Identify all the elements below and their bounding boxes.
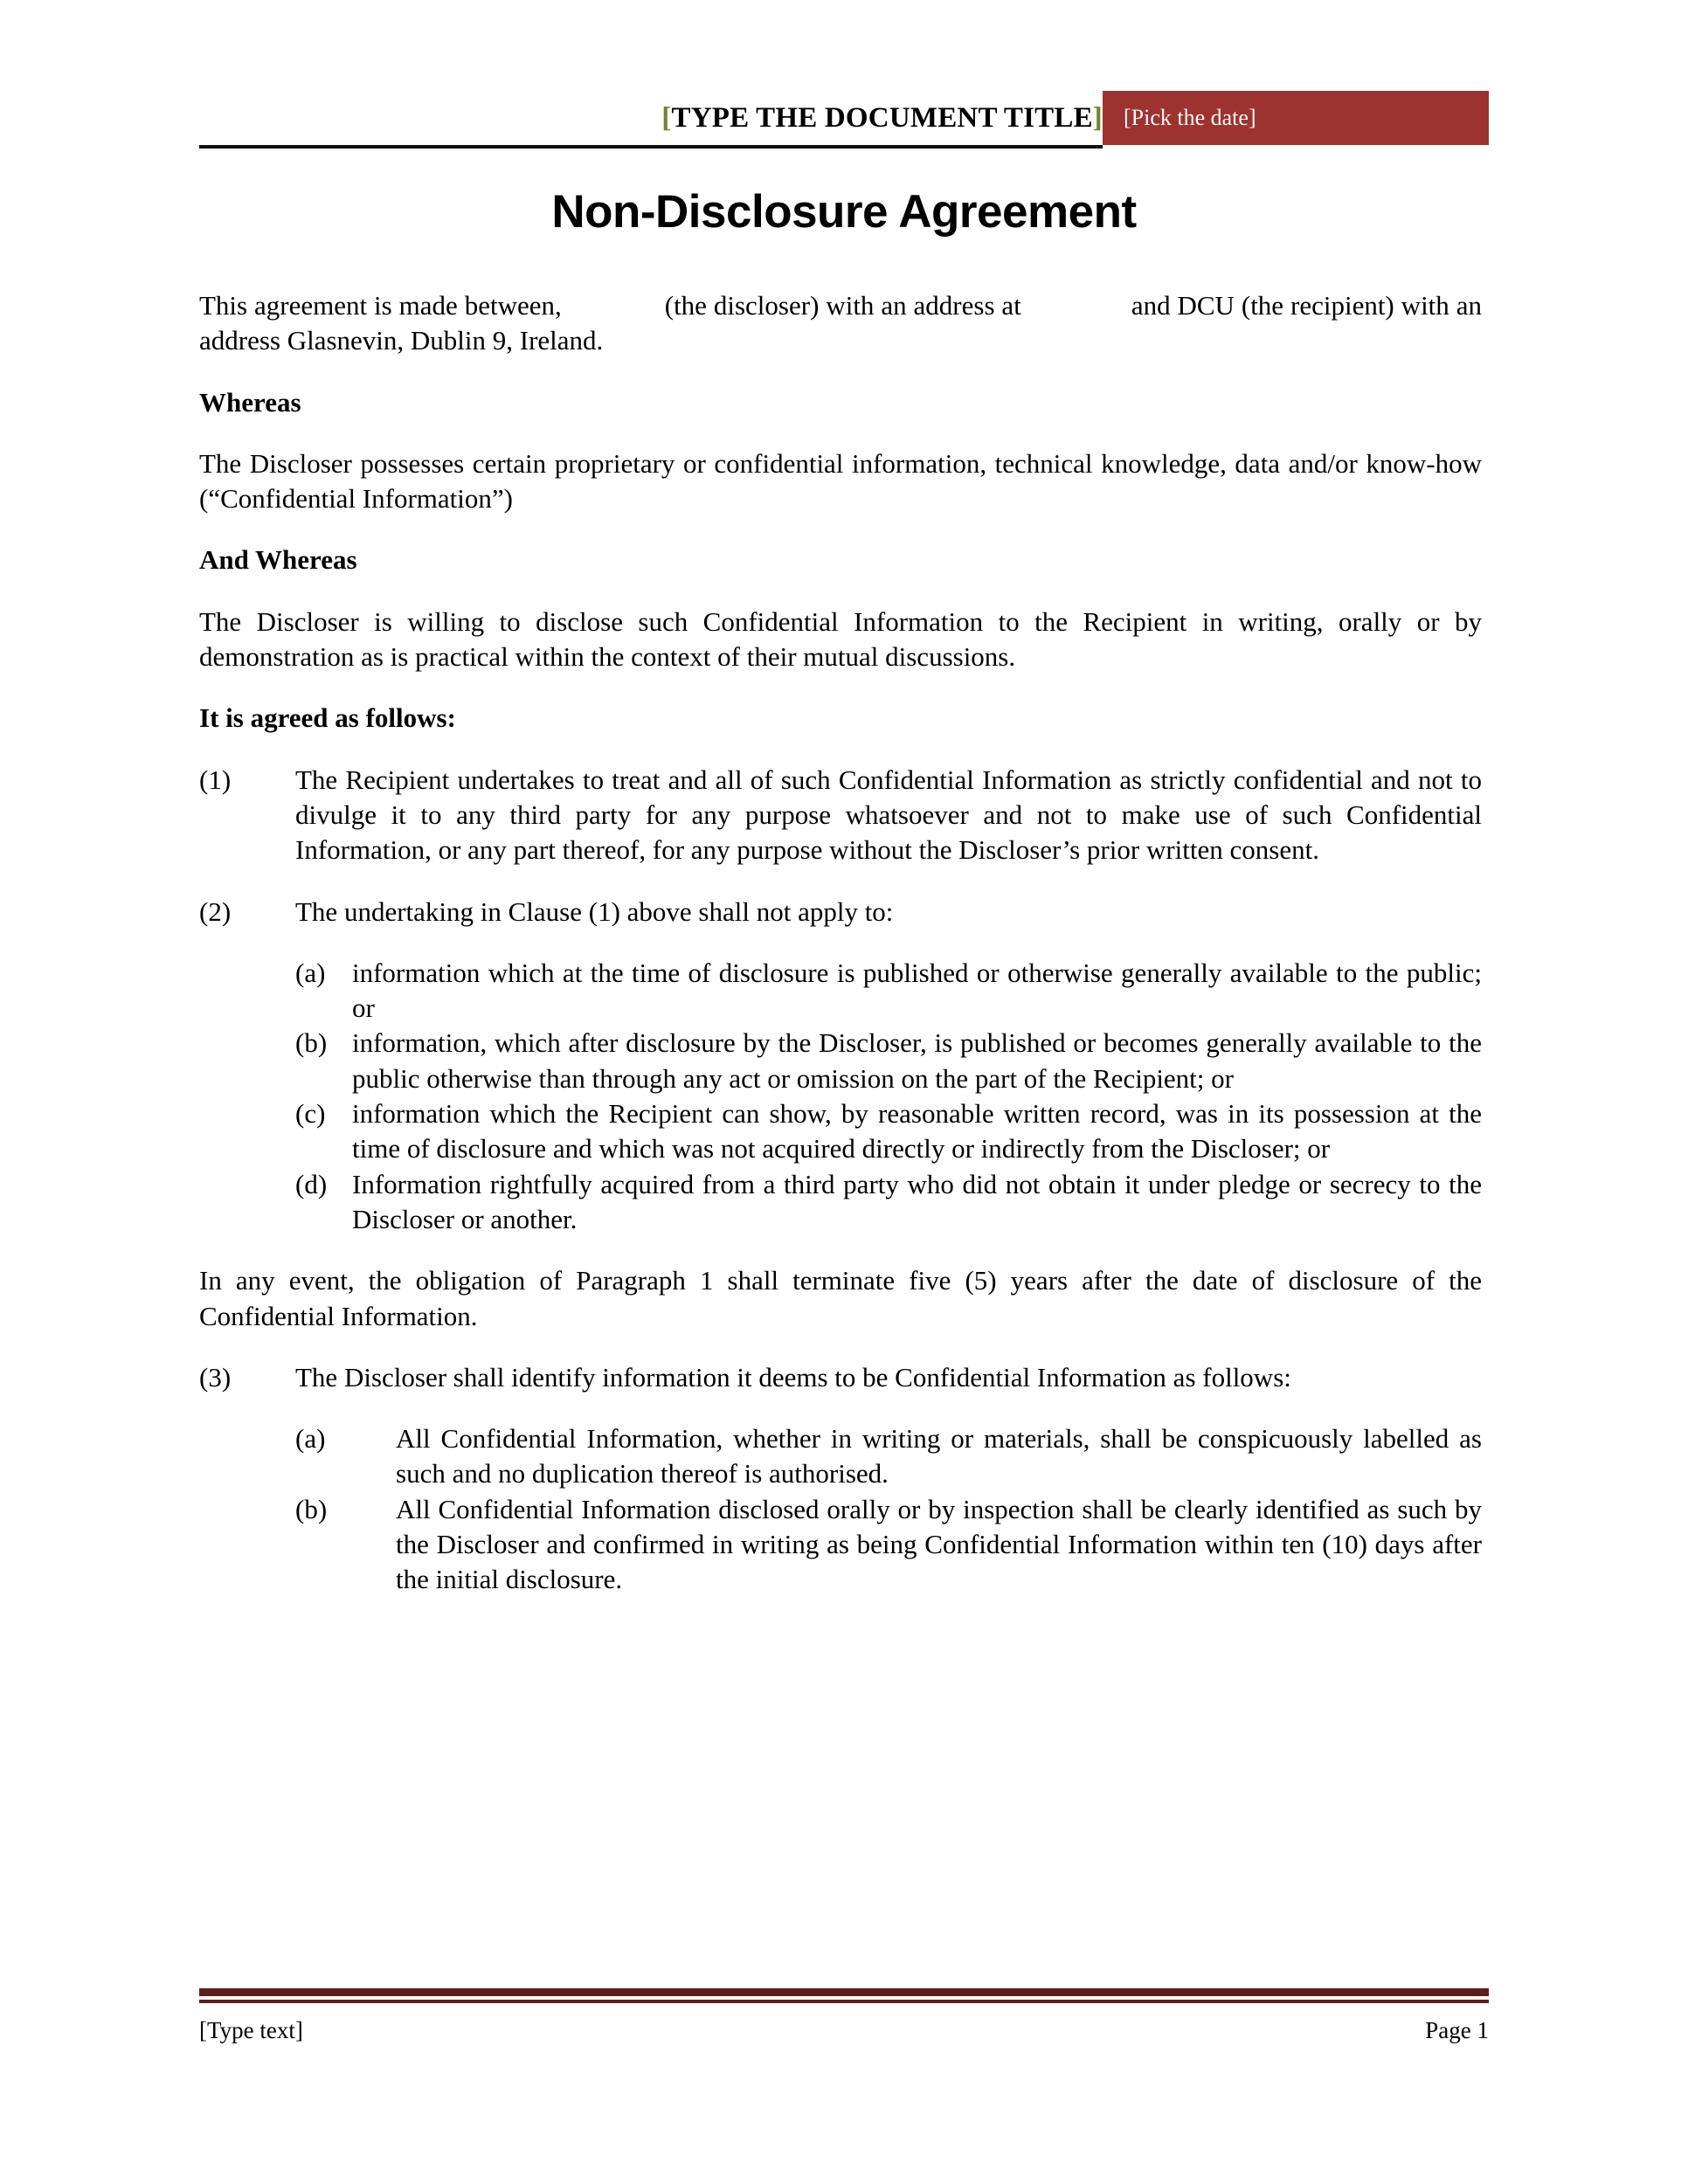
clause-2-number: (2) (199, 895, 232, 927)
clause-3-item-b-text: All Confidential Information disclosed orally or by inspection shall be clearly identified as such by the Discloser and confirmed in writing as being Confidential Information within ten (10) days after the initial disclosure. (396, 1493, 1482, 1595)
clause-1-text: The Recipient undertakes to treat and all of such Confidential Information as strictly confidential and not to divulge it to any third party for any purpose whatsoever and not to make use of such Confidential Information, or any part thereof, for any purpose without the Discloser’s prior written consent. (295, 764, 1482, 866)
clause-3-item-a-label: (a) (295, 1423, 326, 1455)
clause-3-number: (3) (199, 1361, 232, 1393)
page-footer (199, 1988, 1489, 2044)
footer-rule-thin (199, 2000, 1489, 2003)
agreed-heading: It is agreed as follows: (199, 702, 456, 734)
clause-3-text: The Discloser shall identify information it deems to be Confidential Information as follows: (295, 1361, 1291, 1393)
header-title-text: TYPE THE DOCUMENT TITLE (671, 101, 1093, 134)
page-title: Non-Disclosure Agreement (551, 186, 1137, 238)
list-item (295, 1421, 1482, 1492)
clause-2-item-b-label: (b) (295, 1027, 328, 1059)
clause-2-text: The undertaking in Clause (1) above shall not apply to: (295, 895, 894, 927)
header-date-box[interactable] (1103, 91, 1489, 145)
clause-2 (199, 895, 1482, 930)
clause-3-subitems (199, 1421, 1482, 1597)
header-divider-rule (199, 145, 1103, 149)
header-title-cell (199, 91, 1103, 145)
whereas-heading: Whereas (199, 386, 301, 418)
clause-1-number: (1) (199, 764, 232, 795)
header-title-open-bracket: [ (661, 101, 672, 134)
footer-page-number: Page 1 (1425, 2017, 1489, 2043)
clause-2-item-a-label: (a) (295, 957, 326, 988)
list-item (295, 956, 1482, 1026)
page-header (199, 91, 1489, 154)
list-item (295, 1167, 1482, 1238)
intro-part-1: This agreement is made between, (199, 290, 562, 321)
clause-1 (199, 763, 1482, 868)
document-body (199, 288, 1482, 1624)
and-whereas-paragraph: The Discloser is willing to disclose such Confidential Information to the Recipient in writing, orally or by demonstration as is practical within the context of their mutual discussions. (199, 605, 1482, 673)
clause-2-item-b-text: information, which after disclosure by the Discloser, is published or becomes generally available to the public otherwise than through any act or omission on the part of the Recipient; or (352, 1027, 1482, 1094)
clause-3-item-b-label: (b) (295, 1493, 328, 1524)
and-whereas-heading: And Whereas (199, 544, 357, 576)
footer-row (199, 2017, 1489, 2044)
clause-2-item-d-label: (d) (295, 1168, 328, 1199)
intro-part-2: (the discloser) with an address at (664, 290, 1021, 321)
list-item (295, 1026, 1482, 1096)
header-title-close-bracket: ] (1092, 101, 1103, 134)
list-item (295, 1096, 1482, 1167)
header-row (199, 91, 1489, 145)
footer-type-text-placeholder[interactable]: [Type text] (199, 2017, 303, 2043)
clause-2-item-d-text: Information rightfully acquired from a third party who did not obtain it under pledge or secrecy to the Discloser or another. (352, 1168, 1482, 1234)
header-date-placeholder: [Pick the date] (1124, 105, 1256, 130)
header-document-title[interactable] (661, 102, 1103, 135)
clause-2-subitems (199, 956, 1482, 1237)
footer-rule-thick (199, 1988, 1489, 1996)
intro-paragraph (199, 288, 1482, 359)
clause-2-item-c-label: (c) (295, 1098, 326, 1130)
list-item (295, 1492, 1482, 1598)
clause-2-item-a-text: information which at the time of disclosure is published or otherwise generally available to the public; or (352, 957, 1482, 1024)
intro-part-3: and DCU (the recipient) with an address Glasnevin, Dublin 9, Ireland. (199, 290, 1482, 356)
clause-2-item-c-text: information which the Recipient can show, by reasonable written record, was in its possession at the time of disclosure and which was not acquired directly or indirectly from the Discloser; or (352, 1098, 1482, 1165)
in-any-event-paragraph: In any event, the obligation of Paragraph 1 shall terminate five (5) years after the date of disclosure of the Confidential Information. (199, 1265, 1482, 1331)
clause-3 (199, 1360, 1482, 1395)
whereas-paragraph: The Discloser possesses certain proprietary or confidential information, technical knowledge, data and/or know-how (“Confidential Information”) (199, 447, 1482, 515)
clause-3-item-a-text: All Confidential Information, whether in writing or materials, shall be conspicuously labelled as such and no duplication thereof is authorised. (396, 1423, 1482, 1489)
